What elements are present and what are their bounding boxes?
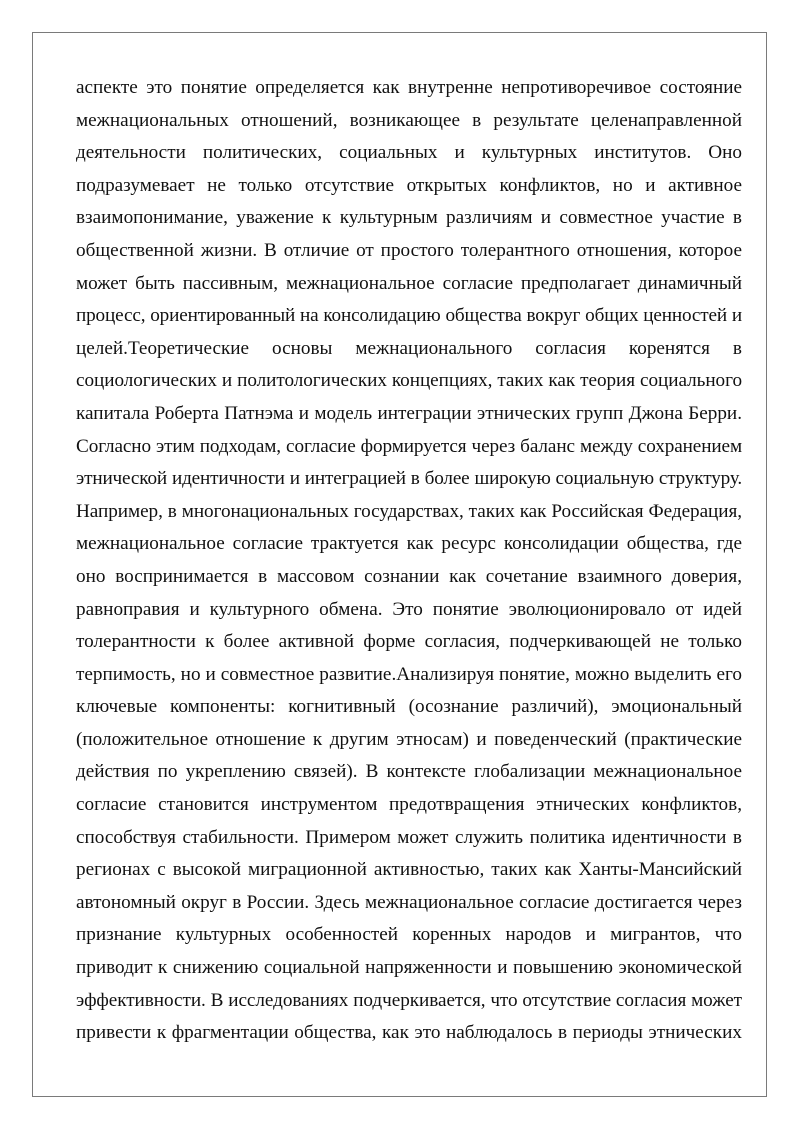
text-line: автономный округ в России. Здесь межнациональное согласие достигается через	[76, 891, 742, 913]
text-line: Например, в многонациональных государствах, таких как Российская Федерация,	[76, 500, 742, 522]
text-line: способствуя стабильности. Примером может служить политика идентичности в	[76, 826, 742, 848]
text-line: может быть пассивным, межнациональное согласие предполагает динамичный	[76, 272, 742, 294]
text-line: деятельности политических, социальных и культурных институтов. Оно	[76, 142, 742, 164]
text-line: привести к фрагментации общества, как это наблюдалось в периоды этнических	[76, 1022, 742, 1044]
text-line: оно воспринимается в массовом сознании как сочетание взаимного доверия,	[76, 565, 742, 587]
text-line: эффективности. В исследованиях подчеркивается, что отсутствие согласия может	[76, 989, 742, 1011]
text-line: взаимопонимание, уважение к культурным различиям и совместное участие в	[76, 207, 742, 229]
text-line: аспекте это понятие определяется как внутренне непротиворечивое состояние	[76, 77, 742, 98]
text-line: ключевые компоненты: когнитивный (осознание различий), эмоциональный	[76, 696, 742, 718]
text-line: этнической идентичности и интеграцией в более широкую социальную структуру.	[76, 468, 742, 490]
text-line: (положительное отношение к другим этносам) и поведенческий (практические	[76, 728, 742, 750]
text-line: общественной жизни. В отличие от простого толерантного отношения, которое	[76, 239, 742, 261]
text-line: терпимость, но и совместное развитие.Анализируя понятие, можно выделить его	[76, 663, 742, 685]
text-line: согласие становится инструментом предотвращения этнических конфликтов,	[76, 794, 742, 816]
text-line: межнациональное согласие трактуется как ресурс консолидации общества, где	[76, 533, 742, 555]
text-line: регионах с высокой миграционной активностью, таких как Ханты-Мансийский	[76, 859, 742, 881]
text-line: толерантности к более активной форме согласия, подчеркивающей не только	[76, 631, 742, 653]
document-body-text	[76, 72, 742, 1050]
text-line: действия по укреплению связей). В контексте глобализации межнациональное	[76, 761, 742, 783]
text-line: подразумевает не только отсутствие открытых конфликтов, но и активное	[76, 174, 742, 196]
text-line: равноправия и культурного обмена. Это понятие эволюционировало от идей	[76, 598, 742, 620]
text-line: социологических и политологических концепциях, таких как теория социального	[76, 370, 742, 392]
text-line: целей.Теоретические основы межнационального согласия коренятся в	[76, 337, 742, 359]
text-line: Согласно этим подходам, согласие формируется через баланс между сохранением	[76, 435, 742, 457]
text-line: признание культурных особенностей коренных народов и мигрантов, что	[76, 924, 742, 946]
text-line: межнациональных отношений, возникающее в результате целенаправленной	[76, 109, 742, 131]
text-line: капитала Роберта Патнэма и модель интеграции этнических групп Джона Берри.	[76, 402, 742, 424]
text-line: приводит к снижению социальной напряженности и повышению экономической	[76, 957, 742, 979]
text-line: процесс, ориентированный на консолидацию общества вокруг общих ценностей и	[76, 305, 742, 327]
